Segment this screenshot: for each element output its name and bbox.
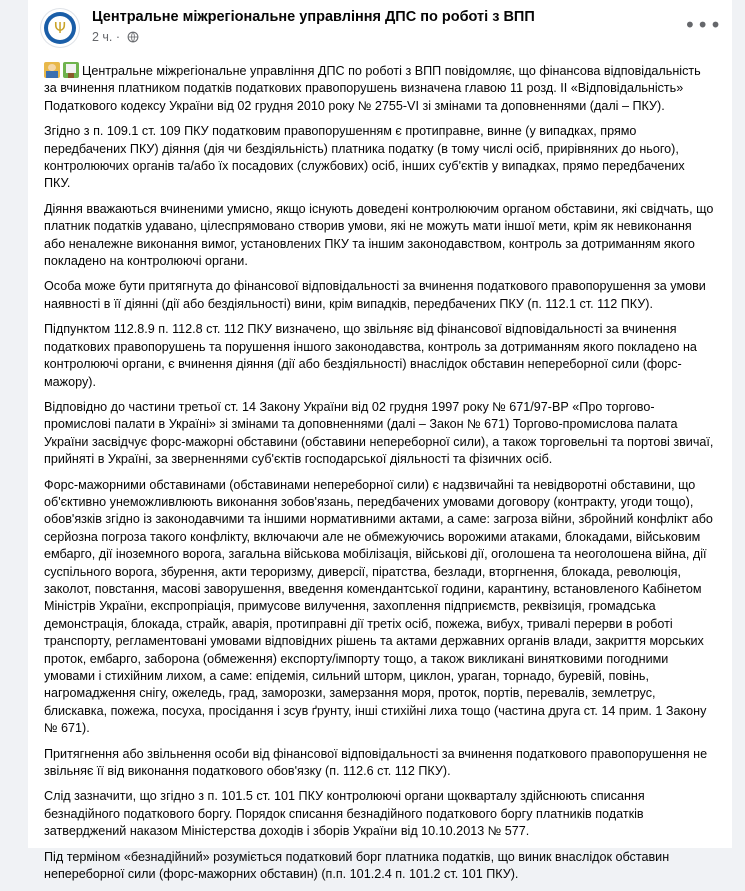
post-paragraph: Під терміном «безнадійний» розуміється податковий борг платника податків, що виник внаслідок обставин непереборної сили (форс-мажорних обставин) (п.п. 101.2.4 п. 101.2 ст. 101 ПКУ). (44, 849, 670, 882)
post-meta (92, 30, 139, 44)
post-paragraph: Відповідно до частини третьої ст. 14 Закону України від 02 грудня 1997 року № 671/97-ВР «Про торгово-промислові палати в Україні» зі змінами та доповненнями (далі – Закон № 671) Торгово-промислова палата України засвідчує форс-мажорні обставини (обставини непереборної сили), а також торговельні та портові звичаї, прийняті в Україні, за зверненнями суб'єктів господарської діяльності та фізичних осіб. (44, 399, 714, 467)
post-card (28, 0, 732, 882)
post-paragraph: Особа може бути притягнута до фінансової відповідальності за вчинення податкового правопорушення за умови наявності в її діянні (дії або бездіяльності) вини, крім випадків, передбачених ПКУ (п. 112.1 ст. 112 ПКУ). (44, 279, 706, 311)
office-building-emoji (63, 62, 79, 78)
avatar[interactable] (40, 8, 80, 48)
post-author[interactable]: Центральне міжрегіональне управління ДПС по роботі з ВПП (92, 9, 535, 25)
post-paragraph (44, 62, 714, 115)
post-paragraph: Діяння вважаються вчиненими умисно, якщо існують доведені контролюючим органом обставини, які свідчать, що платник податків удавано, цілеспрямовано створив умови, які не можуть мати іншої мети, крім як невиконання або неналежне виконання вимог, установлених ПКУ та іншим законодавством, контроль за дотриманням якого покладено на контролюючі органи. (44, 201, 714, 269)
trident-icon: Ψ (54, 19, 66, 37)
post-paragraph: Форс-мажорними обставинами (обставинами непереборної сили) є надзвичайні та невідворотні обставини, що об'єктивно унеможливлюють виконання зобов'язань, передбачених умовами договору (контракту, угоди тощо), обов'язків згідно із законодавчими та іншими нормативними актами, а саме: загроза війни, збройний конфлікт або серйозна погроза такого конфлікту, включаючи але не обмежуючись ворожими атаками, блокадами, військовим ембарго, дії іноземного ворога, загальна військова мобілізація, військові дії, оголошена та неоголошена війна, дії суспільного ворога, збурення, акти тероризму, диверсії, піратства, безлади, вторгнення, блокада, революція, заколот, повстання, масові заворушення, введення комендантської години, карантину, встановленого Кабінетом Міністрів України, експропріація, примусове вилучення, захоплення підприємств, реквізиція, громадська демонстрація, блокада, страйк, аварія, протиправні дії третіх осіб, пожежа, вибух, тривалі перерви в роботі транспорту, регламентовані умовами відповідних рішень та актами державних органів влади, закриття морських проток, ембарго, заборона (обмеження) експорту/імпорту тощо, а також викликані винятковими погодними умовами і стихійним лихом, а саме: епідемія, сильний шторм, циклон, ураган, торнадо, буревій, повінь, нагромадження снігу, ожеледь, град, заморозки, замерзання моря, проток, портів, перевалів, землетрус, блискавка, пожежа, посуха, просідання і зсув ґрунту, інші стихійні лиха тощо (частина друга ст. 14 прим. 1 Закону № 671). (44, 477, 713, 736)
post-timestamp[interactable]: 2 ч. (92, 30, 113, 44)
post-header (40, 8, 723, 48)
more-options-icon[interactable]: ••• (684, 13, 723, 37)
working-person-emoji (44, 62, 60, 78)
post-paragraph: Підпунктом 112.8.9 п. 112.8 ст. 112 ПКУ визначено, що звільняє від фінансової відповідальності за вчинення податкових правопорушень та порушення іншого законодавства, контроль за дотриманням якого покладено на контролюючі органи, є вчинення діяння (дії або бездіяльності) внаслідок обставин непереборної сили (форс-мажору). (44, 322, 697, 389)
paragraph-text: Центральне міжрегіональне управління ДПС по роботі з ВПП повідомляє, що фінансова відповідальність за вчинення платником податків податкових правопорушень визначена главою 11 розд. II «Відповідальність» Податкового кодексу України від 02 грудня 2010 року № 2755-VI зі змінами та доповненнями (далі – ПКУ). (44, 64, 701, 113)
post-body (44, 62, 714, 891)
globe-icon (127, 31, 139, 43)
post-paragraph: Згідно з п. 109.1 ст. 109 ПКУ податковим правопорушенням є протиправне, винне (у випадках, прямо передбачених ПКУ) діяння (дія чи бездіяльність) платника податку (в тому числі осіб, прирівняних до нього), контролюючих органів та/або їх посадових (службових) осіб, інших суб'єктів у випадках, прямо передбачених ПКУ. (44, 124, 685, 191)
post-paragraph: Слід зазначити, що згідно з п. 101.5 ст. 101 ПКУ контролюючі органи щокварталу здійснюють списання безнадійного податкового боргу. Порядок списання безнадійного податкового боргу платників податків затверджений наказом Міністерства доходів і зборів України від 10.10.2013 № 577. (44, 789, 645, 839)
post-paragraph: Притягнення або звільнення особи від фінансової відповідальності за вчинення податкового правопорушення не звільняє її від виконання податкового обов'язку (п. 112.6 ст. 112 ПКУ). (44, 746, 708, 779)
meta-separator: · (115, 30, 124, 44)
